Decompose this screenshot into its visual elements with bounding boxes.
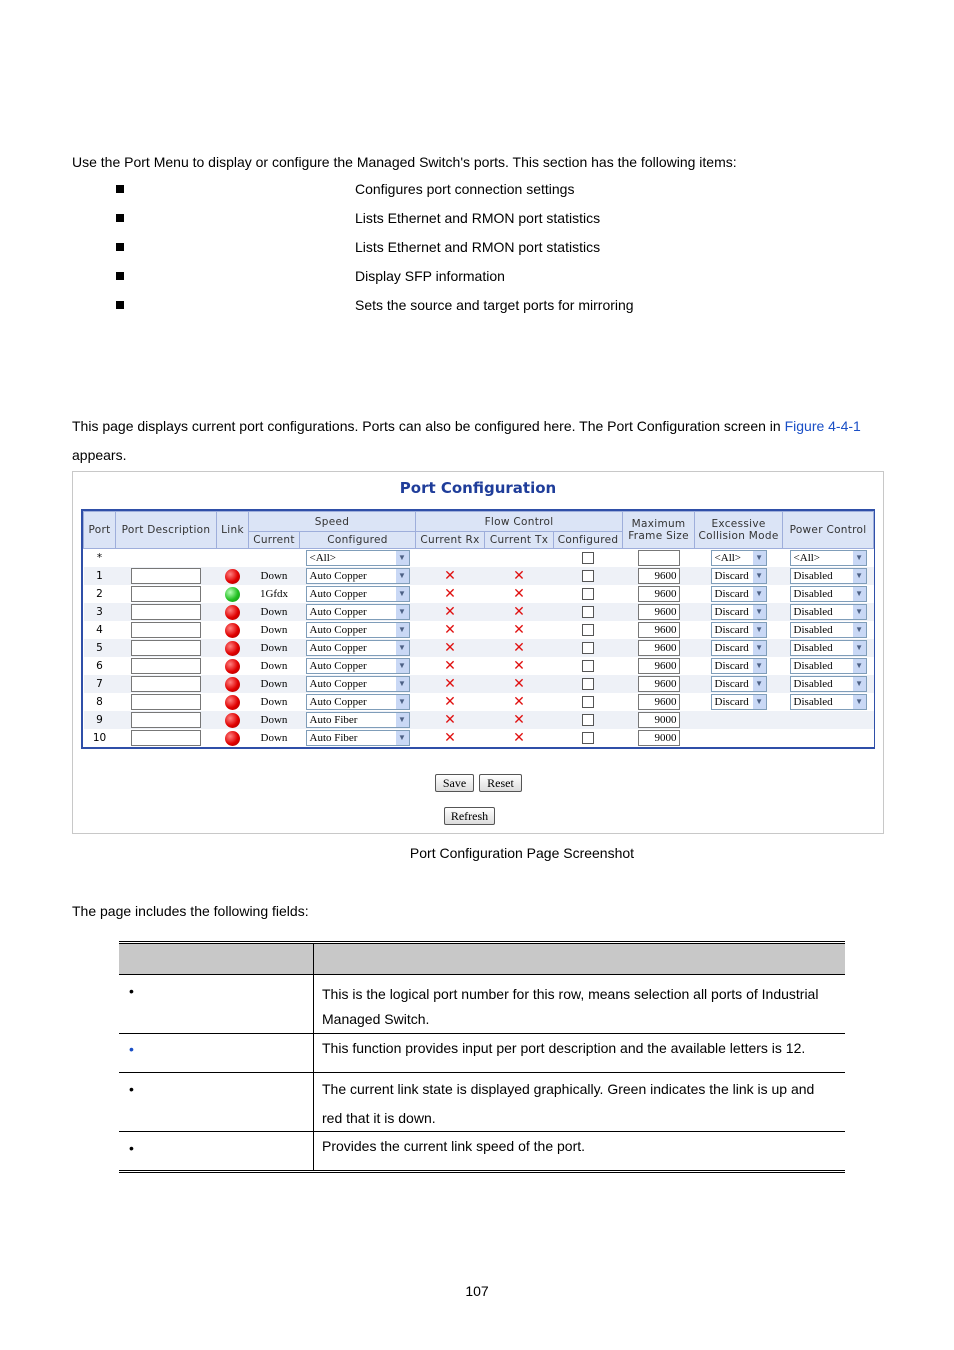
x-mark-icon: ✕ [444, 622, 456, 638]
chevron-down-icon: ▼ [396, 641, 409, 655]
link-status-icon [225, 587, 240, 602]
chevron-down-icon: ▼ [753, 587, 766, 601]
header-flow-current-rx: Current Rx [416, 532, 485, 549]
link-status-icon [225, 677, 240, 692]
chevron-down-icon: ▼ [396, 587, 409, 601]
chevron-down-icon: ▼ [396, 551, 409, 565]
chevron-down-icon: ▼ [396, 677, 409, 691]
header-speed: Speed [249, 512, 416, 532]
speed-current: Down [249, 711, 300, 729]
table-row [84, 657, 874, 675]
x-mark-icon: ✕ [513, 730, 525, 746]
save-button[interactable]: Save [435, 774, 474, 792]
port-config-table-wrapper [81, 509, 875, 749]
link-status-icon [225, 731, 240, 746]
chevron-down-icon: ▼ [853, 605, 866, 619]
screenshot-title: Port Configuration [399, 479, 557, 497]
x-mark-icon: ✕ [444, 568, 456, 584]
speed-current: Down [249, 567, 300, 585]
header-power-control: Power Control [783, 512, 874, 549]
speed-configured-select[interactable]: Auto Copper ▼ [306, 586, 410, 602]
x-mark-icon: ✕ [444, 640, 456, 656]
fields-table-header [119, 944, 845, 974]
all-ports-marker: * [84, 549, 116, 568]
square-bullet-icon [116, 185, 124, 193]
power-select[interactable]: Disabled ▼ [790, 694, 867, 710]
chevron-down-icon: ▼ [753, 641, 766, 655]
collision-select[interactable]: Discard ▼ [711, 568, 767, 584]
speed-configured-select[interactable]: Auto Fiber ▼ [306, 712, 410, 728]
collision-all-select[interactable]: <All> ▼ [711, 550, 767, 566]
speed-current: Down [249, 693, 300, 711]
chevron-down-icon: ▼ [753, 623, 766, 637]
item-description: Lists Ethernet and RMON port statistics [355, 239, 601, 255]
link-status-icon [225, 641, 240, 656]
collision-select[interactable]: Discard ▼ [711, 676, 767, 692]
flow-control-checkbox[interactable] [582, 714, 594, 726]
port-description-input[interactable] [131, 658, 201, 674]
bullet-icon: • [129, 983, 134, 999]
section-paragraph [72, 412, 892, 470]
header-collision-mode: Excessive Collision Mode [695, 512, 783, 549]
table-row [84, 585, 874, 603]
speed-configured-select[interactable]: Auto Copper ▼ [306, 694, 410, 710]
square-bullet-icon [116, 272, 124, 280]
paragraph-text: This page displays current port configurations. Ports can also be configured here. The Port Configuration screen in [72, 418, 785, 434]
power-select[interactable]: Disabled ▼ [790, 676, 867, 692]
max-frame-size-input[interactable]: 9600 [638, 622, 680, 638]
x-mark-icon: ✕ [513, 640, 525, 656]
chevron-down-icon: ▼ [853, 695, 866, 709]
port-number: 8 [84, 693, 116, 711]
bullet-icon: • [129, 1081, 134, 1097]
fields-intro: The page includes the following fields: [72, 903, 309, 919]
x-mark-icon: ✕ [444, 604, 456, 620]
max-frame-size-input[interactable]: 9600 [638, 568, 680, 584]
page-number: 107 [465, 1283, 489, 1299]
flow-control-checkbox[interactable] [582, 570, 594, 582]
max-frame-size-input[interactable]: 9600 [638, 694, 680, 710]
flow-all-checkbox[interactable] [582, 552, 594, 564]
port-description-input[interactable] [131, 694, 201, 710]
item-description: Lists Ethernet and RMON port statistics [355, 210, 601, 226]
header-link: Link [217, 512, 249, 549]
x-mark-icon: ✕ [513, 622, 525, 638]
speed-configured-select[interactable]: Auto Copper ▼ [306, 622, 410, 638]
header-flow-control: Flow Control [416, 512, 623, 532]
menu-item-list [0, 180, 954, 325]
list-item [0, 296, 954, 325]
flow-control-checkbox[interactable] [582, 624, 594, 636]
collision-select[interactable]: Discard ▼ [711, 622, 767, 638]
all-ports-row [84, 549, 874, 568]
port-number: 10 [84, 729, 116, 747]
header-flow-configured: Configured [554, 532, 623, 549]
x-mark-icon: ✕ [513, 694, 525, 710]
header-speed-current: Current [249, 532, 300, 549]
table-row [84, 639, 874, 657]
max-frame-size-input[interactable]: 9600 [638, 586, 680, 602]
table-row [84, 567, 874, 585]
chevron-down-icon: ▼ [396, 659, 409, 673]
speed-configured-select[interactable]: Auto Copper ▼ [306, 676, 410, 692]
table-row [84, 693, 874, 711]
chevron-down-icon: ▼ [853, 623, 866, 637]
speed-current: Down [249, 657, 300, 675]
collision-select[interactable]: Discard ▼ [711, 604, 767, 620]
speed-configured-select[interactable]: Auto Copper ▼ [306, 604, 410, 620]
collision-select[interactable]: Discard ▼ [711, 694, 767, 710]
port-number: 1 [84, 567, 116, 585]
link-status-icon [225, 659, 240, 674]
x-mark-icon: ✕ [513, 568, 525, 584]
header-port: Port [84, 512, 116, 549]
chevron-down-icon: ▼ [753, 605, 766, 619]
power-select[interactable]: Disabled ▼ [790, 568, 867, 584]
figure-link[interactable]: Figure 4-4-1 [784, 418, 861, 434]
chevron-down-icon: ▼ [396, 731, 409, 745]
item-description: Display SFP information [355, 268, 505, 284]
bullet-icon: • [129, 1041, 134, 1057]
square-bullet-icon [116, 243, 124, 251]
x-mark-icon: ✕ [444, 586, 456, 602]
speed-configured-select[interactable]: Auto Copper ▼ [306, 658, 410, 674]
x-mark-icon: ✕ [444, 658, 456, 674]
flow-control-checkbox[interactable] [582, 642, 594, 654]
speed-configured-select[interactable]: Auto Fiber ▼ [306, 730, 410, 746]
x-mark-icon: ✕ [444, 676, 456, 692]
chevron-down-icon: ▼ [396, 695, 409, 709]
chevron-down-icon: ▼ [853, 677, 866, 691]
max-frame-size-input[interactable]: 9600 [638, 604, 680, 620]
x-mark-icon: ✕ [513, 676, 525, 692]
chevron-down-icon: ▼ [853, 641, 866, 655]
x-mark-icon: ✕ [513, 712, 525, 728]
chevron-down-icon: ▼ [753, 551, 766, 565]
chevron-down-icon: ▼ [853, 659, 866, 673]
header-speed-configured: Configured [300, 532, 416, 549]
port-description-input[interactable] [131, 730, 201, 746]
flow-control-checkbox[interactable] [582, 606, 594, 618]
x-mark-icon: ✕ [444, 730, 456, 746]
speed-configured-select[interactable]: Auto Copper ▼ [306, 568, 410, 584]
port-number: 7 [84, 675, 116, 693]
list-item [0, 209, 954, 238]
square-bullet-icon [116, 301, 124, 309]
figure-caption: Port Configuration Page Screenshot [409, 845, 635, 861]
speed-current: Down [249, 639, 300, 657]
speed-current: Down [249, 675, 300, 693]
bullet-icon: • [129, 1140, 134, 1156]
chevron-down-icon: ▼ [853, 551, 866, 565]
port-description-input[interactable] [131, 676, 201, 692]
link-status-icon [225, 695, 240, 710]
power-all-select[interactable]: <All> ▼ [790, 550, 867, 566]
speed-configured-select[interactable]: Auto Copper ▼ [306, 640, 410, 656]
port-number: 4 [84, 621, 116, 639]
flow-control-checkbox[interactable] [582, 678, 594, 690]
link-status-icon [225, 623, 240, 638]
port-description-input[interactable] [131, 586, 201, 602]
max-frame-size-input[interactable]: 9600 [638, 676, 680, 692]
link-status-icon [225, 605, 240, 620]
header-max-frame-size: Maximum Frame Size [623, 512, 695, 549]
chevron-down-icon: ▼ [396, 569, 409, 583]
port-config-table [83, 511, 874, 747]
chevron-down-icon: ▼ [396, 623, 409, 637]
max-frame-size-input[interactable]: 9000 [638, 730, 680, 746]
max-frame-size-input[interactable]: 9600 [638, 658, 680, 674]
header-flow-current-tx: Current Tx [485, 532, 554, 549]
chevron-down-icon: ▼ [753, 677, 766, 691]
table-row [84, 603, 874, 621]
x-mark-icon: ✕ [513, 586, 525, 602]
chevron-down-icon: ▼ [753, 569, 766, 583]
speed-current: Down [249, 621, 300, 639]
port-configuration-screenshot [72, 471, 884, 834]
list-item [0, 267, 954, 296]
square-bullet-icon [116, 214, 124, 222]
collision-select[interactable]: Discard ▼ [711, 658, 767, 674]
flow-control-checkbox[interactable] [582, 588, 594, 600]
port-number: 6 [84, 657, 116, 675]
port-number: 2 [84, 585, 116, 603]
speed-current: 1Gfdx [249, 585, 300, 603]
speed-current: Down [249, 729, 300, 747]
table-row [119, 1072, 845, 1131]
field-description: This is the logical port number for this row, means selection all ports of Industrial Managed Switch. [322, 986, 819, 1027]
table-row [119, 974, 845, 1033]
chevron-down-icon: ▼ [753, 695, 766, 709]
max-frame-size-input[interactable]: 9000 [638, 712, 680, 728]
table-row [119, 1033, 845, 1072]
max-frame-size-input[interactable]: 9600 [638, 640, 680, 656]
chevron-down-icon: ▼ [396, 713, 409, 727]
x-mark-icon: ✕ [513, 604, 525, 620]
port-description-input[interactable] [131, 640, 201, 656]
power-select[interactable]: Disabled ▼ [790, 622, 867, 638]
field-description: This function provides input per port description and the available letters is 12. [322, 1040, 806, 1056]
chevron-down-icon: ▼ [853, 569, 866, 583]
flow-control-checkbox[interactable] [582, 696, 594, 708]
fields-table [119, 941, 845, 1173]
port-number: 9 [84, 711, 116, 729]
speed-current: Down [249, 603, 300, 621]
x-mark-icon: ✕ [444, 712, 456, 728]
header-port-description: Port Description [116, 512, 217, 549]
collision-select[interactable]: Discard ▼ [711, 640, 767, 656]
paragraph-text-end: appears. [72, 447, 127, 463]
port-description-input[interactable] [131, 622, 201, 638]
list-item [0, 238, 954, 267]
refresh-button[interactable]: Refresh [444, 807, 495, 825]
power-select[interactable]: Disabled ▼ [790, 640, 867, 656]
x-mark-icon: ✕ [444, 694, 456, 710]
chevron-down-icon: ▼ [853, 587, 866, 601]
port-number: 3 [84, 603, 116, 621]
x-mark-icon: ✕ [513, 658, 525, 674]
port-description-input[interactable] [131, 712, 201, 728]
list-item [0, 180, 954, 209]
link-status-icon [225, 713, 240, 728]
port-description-input[interactable] [131, 604, 201, 620]
frame-all-input[interactable] [638, 550, 680, 566]
speed-all-select[interactable]: <All> ▼ [306, 550, 410, 566]
power-select[interactable]: Disabled ▼ [790, 658, 867, 674]
port-rows [84, 549, 874, 748]
collision-select[interactable]: Discard ▼ [711, 586, 767, 602]
power-select[interactable]: Disabled ▼ [790, 604, 867, 620]
reset-button[interactable]: Reset [479, 774, 522, 792]
table-row [84, 729, 874, 747]
intro-text: Use the Port Menu to display or configure the Managed Switch's ports. This section has the following items: [72, 154, 737, 170]
flow-control-checkbox[interactable] [582, 660, 594, 672]
port-number: 5 [84, 639, 116, 657]
link-status-icon [225, 569, 240, 584]
port-description-input[interactable] [131, 568, 201, 584]
flow-control-checkbox[interactable] [582, 732, 594, 744]
item-description: Sets the source and target ports for mirroring [355, 297, 634, 313]
chevron-down-icon: ▼ [396, 605, 409, 619]
field-description: Provides the current link speed of the port. [322, 1138, 586, 1154]
table-row [84, 675, 874, 693]
table-row [84, 711, 874, 729]
table-row [119, 1131, 845, 1170]
chevron-down-icon: ▼ [753, 659, 766, 673]
field-description: The current link state is displayed graphically. Green indicates the link is up and red that it is down. [322, 1081, 815, 1126]
item-description: Configures port connection settings [355, 181, 575, 197]
table-row [84, 621, 874, 639]
power-select[interactable]: Disabled ▼ [790, 586, 867, 602]
